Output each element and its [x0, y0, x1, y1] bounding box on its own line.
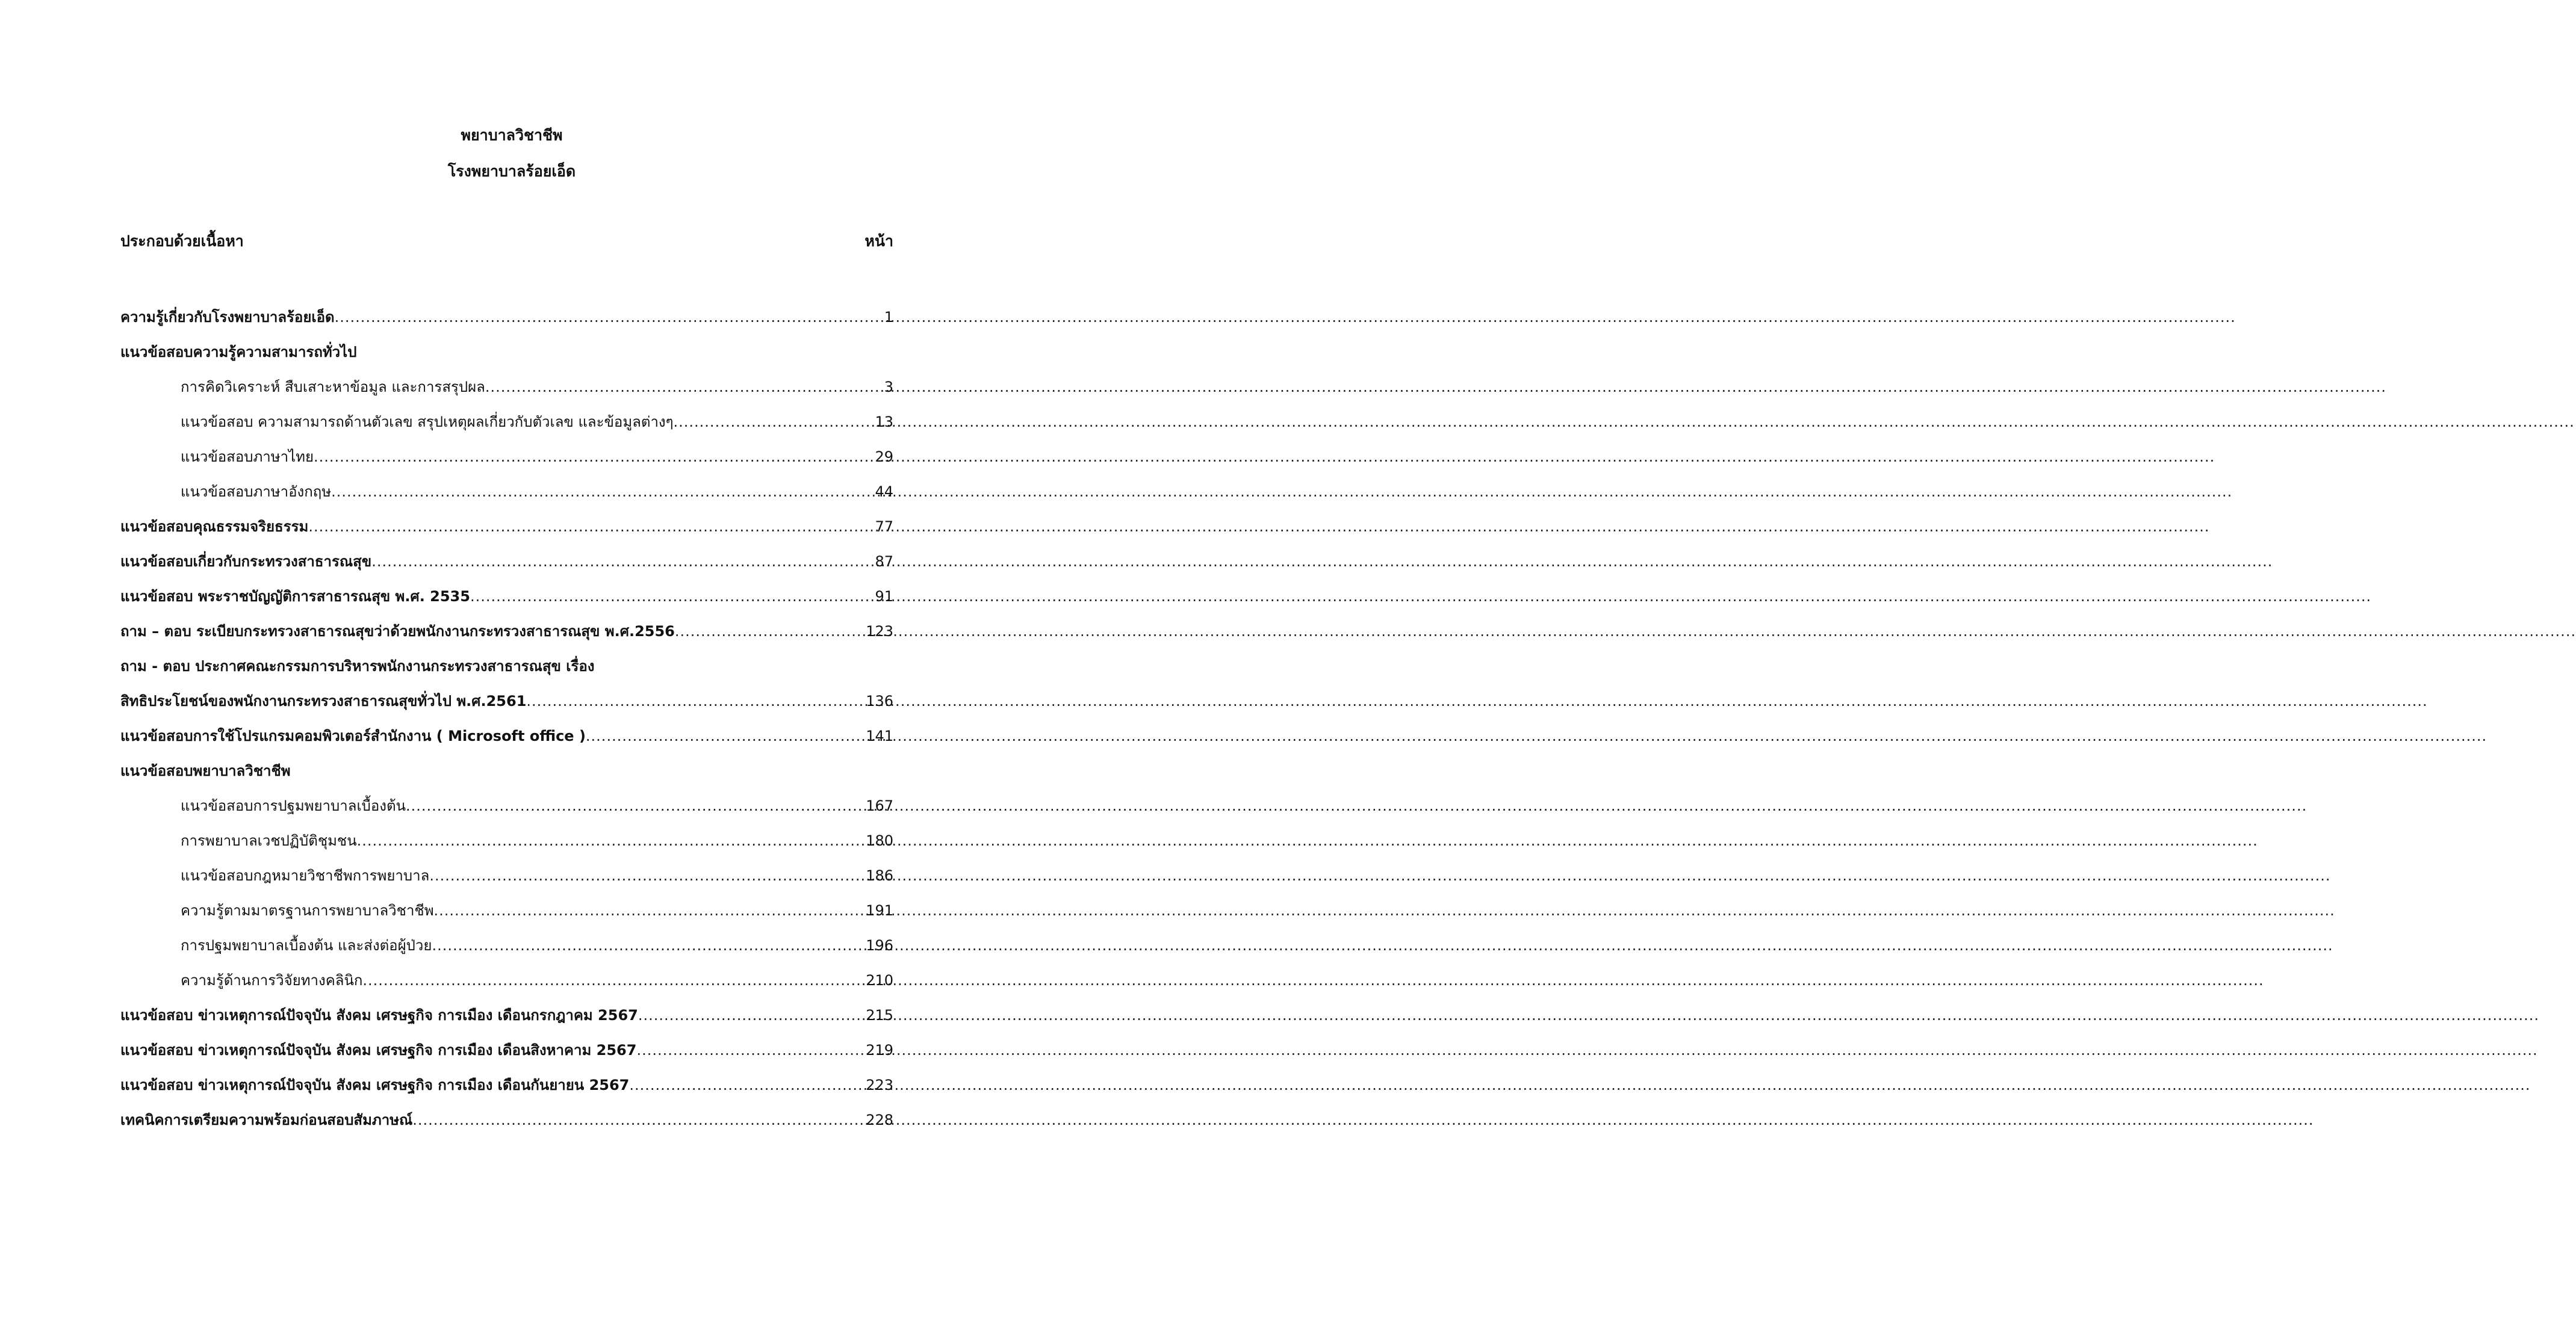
toc-entry-text: แนวข้อสอบการปฐมพยาบาลเบื้องต้น: [181, 797, 406, 814]
toc-entry-text: ความรู้เกี่ยวกับโรงพยาบาลร้อยเอ็ด: [120, 309, 335, 326]
toc-leader-dots: [335, 300, 884, 335]
toc-entry-text: ความรู้ตามมาตรฐานการพยาบาลวิชาชีพ: [181, 902, 434, 919]
toc-entry: [120, 998, 893, 1033]
toc-leader-dots: [434, 893, 866, 928]
toc-entry-page: 191: [866, 902, 893, 919]
toc-entry-page: 215: [866, 1007, 893, 1024]
toc-entry: [120, 823, 893, 858]
page-heading: หน้า: [864, 232, 893, 250]
toc-entry-text: แนวข้อสอบ ข่าวเหตุการณ์ปัจจุบัน สังคม เศรษฐกิจ การเมือง เดือนกรกฎาคม 2567: [120, 1007, 638, 1024]
toc-entry-text: การพยาบาลเวชปฏิบัติชุมชน: [181, 832, 357, 849]
toc-entry: [120, 858, 893, 893]
toc-entry-text: ความรู้ด้านการวิจัยทางคลินิก: [181, 972, 363, 989]
toc-entry-text: แนวข้อสอบภาษาอังกฤษ: [181, 483, 332, 500]
toc-entry-text: ถาม - ตอบ ประกาศคณะกรรมการบริหารพนักงานกระทรวงสาธารณสุข เรื่อง: [120, 658, 595, 675]
toc-leader-dots: [412, 1103, 866, 1137]
toc-entry-page: 167: [866, 797, 893, 814]
toc-entry-text: การคิดวิเคราะห์ สืบเสาะหาข้อมูล และการสรุปผล: [181, 379, 485, 395]
document-subtitle: โรงพยาบาลร้อยเอ็ด: [447, 162, 576, 180]
toc-leader-dots: [470, 579, 875, 614]
toc-entry-text: แนวข้อสอบความรู้ความสามารถทั่วไป: [120, 344, 357, 360]
toc-entry-page: 91: [875, 588, 893, 605]
toc-entry-text: แนวข้อสอบภาษาไทย: [181, 448, 314, 465]
toc-entry-text: แนวข้อสอบ พระราชบัญญัติการสาธารณสุข พ.ศ. 2535: [120, 588, 470, 605]
toc-entry: [120, 1033, 893, 1068]
toc-entry: [120, 1103, 893, 1137]
toc-leader-dots: [429, 858, 866, 893]
toc-entry-page: 13: [875, 413, 893, 430]
toc-entry-page: 136: [866, 693, 893, 710]
toc-entry: [120, 404, 893, 439]
toc-entry-text: แนวข้อสอบพยาบาลวิชาชีพ: [120, 763, 291, 779]
toc-entry-page: 219: [866, 1042, 893, 1059]
toc-entry-page: 180: [866, 832, 893, 849]
toc-entry-text: แนวข้อสอบกฎหมายวิชาชีพการพยาบาล: [181, 867, 430, 884]
toc-leader-dots: [371, 544, 875, 579]
toc-entry-text: เทคนิคการเตรียมความพร้อมก่อนสอบสัมภาษณ์: [120, 1112, 413, 1128]
toc-leader-dots: [674, 404, 875, 439]
toc-entry-text: การปฐมพยาบาลเบื้องต้น และส่งต่อผู้ป่วย: [181, 937, 432, 954]
toc-leader-dots: [308, 509, 875, 544]
toc-entry-text: แนวข้อสอบคุณธรรมจริยธรรม: [120, 518, 309, 535]
toc-entry: [120, 579, 893, 614]
toc-entry-page: 141: [866, 728, 893, 744]
toc-entry: [120, 788, 893, 823]
toc-entry-text: แนวข้อสอบ ข่าวเหตุการณ์ปัจจุบัน สังคม เศรษฐกิจ การเมือง เดือนสิงหาคาม 2567: [120, 1042, 637, 1059]
toc-section-heading: [120, 335, 893, 370]
toc-entry-text: ถาม – ตอบ ระเบียบกระทรวงสาธารณสุขว่าด้วยพนักงานกระทรวงสาธารณสุข พ.ศ.2556: [120, 623, 675, 640]
toc-leader-dots: [432, 928, 866, 963]
toc-leader-dots: [314, 439, 875, 474]
toc-entry-page: 87: [875, 553, 893, 570]
toc-leader-dots: [586, 719, 866, 753]
toc-entry-page: 186: [866, 867, 893, 884]
toc-entry-page: 29: [875, 448, 893, 465]
toc-entry: [120, 684, 893, 719]
toc-leader-dots: [331, 474, 875, 509]
toc-leader-dots: [629, 1068, 866, 1103]
toc-entry: [120, 1068, 893, 1103]
toc-leader-dots: [636, 1033, 866, 1068]
toc-entry: [120, 370, 893, 404]
toc-entry-page: 196: [866, 937, 893, 954]
toc-entry-continued: [120, 649, 893, 684]
toc-leader-dots: [406, 788, 866, 823]
toc-entry: [120, 300, 893, 335]
toc-leader-dots: [485, 370, 884, 404]
toc-entry-page: 44: [875, 483, 893, 500]
toc-entry: [120, 893, 893, 928]
toc-entry: [120, 928, 893, 963]
toc-leader-dots: [675, 614, 866, 649]
toc-entry-text: สิทธิประโยชน์ของพนักงานกระทรวงสาธารณสุขทั่วไป พ.ศ.2561: [120, 693, 527, 710]
toc-entry-page: 77: [875, 518, 893, 535]
toc-entry: [120, 474, 893, 509]
toc-leader-dots: [357, 823, 866, 858]
toc-entry: [120, 719, 893, 753]
table-of-contents: [120, 300, 893, 1137]
contents-heading: ประกอบด้วยเนื้อหา: [120, 232, 244, 250]
toc-entry-text: แนวข้อสอบเกี่ยวกับกระทรวงสาธารณสุข: [120, 553, 372, 570]
toc-entry-text: แนวข้อสอบ ความสามารถด้านตัวเลข สรุปเหตุผลเกี่ยวกับตัวเลข และข้อมูลต่างๆ: [181, 413, 674, 430]
toc-entry: [120, 963, 893, 998]
toc-leader-dots: [526, 684, 866, 719]
toc-entry-text: แนวข้อสอบการใช้โปรแกรมคอมพิวเตอร์สำนักงาน ( Microsoft office ): [120, 728, 586, 744]
toc-entry-page: 1: [884, 309, 893, 326]
document-title: พยาบาลวิชาชีพ: [461, 126, 563, 144]
toc-entry-text: แนวข้อสอบ ข่าวเหตุการณ์ปัจจุบัน สังคม เศรษฐกิจ การเมือง เดือนกันยายน 2567: [120, 1077, 630, 1094]
toc-entry-page: 223: [866, 1077, 893, 1094]
toc-entry: [120, 614, 893, 649]
document-page: [0, 0, 1023, 1324]
toc-leader-dots: [362, 963, 866, 998]
toc-entry: [120, 439, 893, 474]
toc-leader-dots: [638, 998, 866, 1033]
toc-section-heading: [120, 753, 893, 788]
toc-entry-page: 228: [866, 1112, 893, 1128]
toc-entry-page: 3: [884, 379, 893, 395]
toc-entry: [120, 509, 893, 544]
toc-entry-page: 123: [866, 623, 893, 640]
toc-entry: [120, 544, 893, 579]
toc-entry-page: 210: [866, 972, 893, 989]
